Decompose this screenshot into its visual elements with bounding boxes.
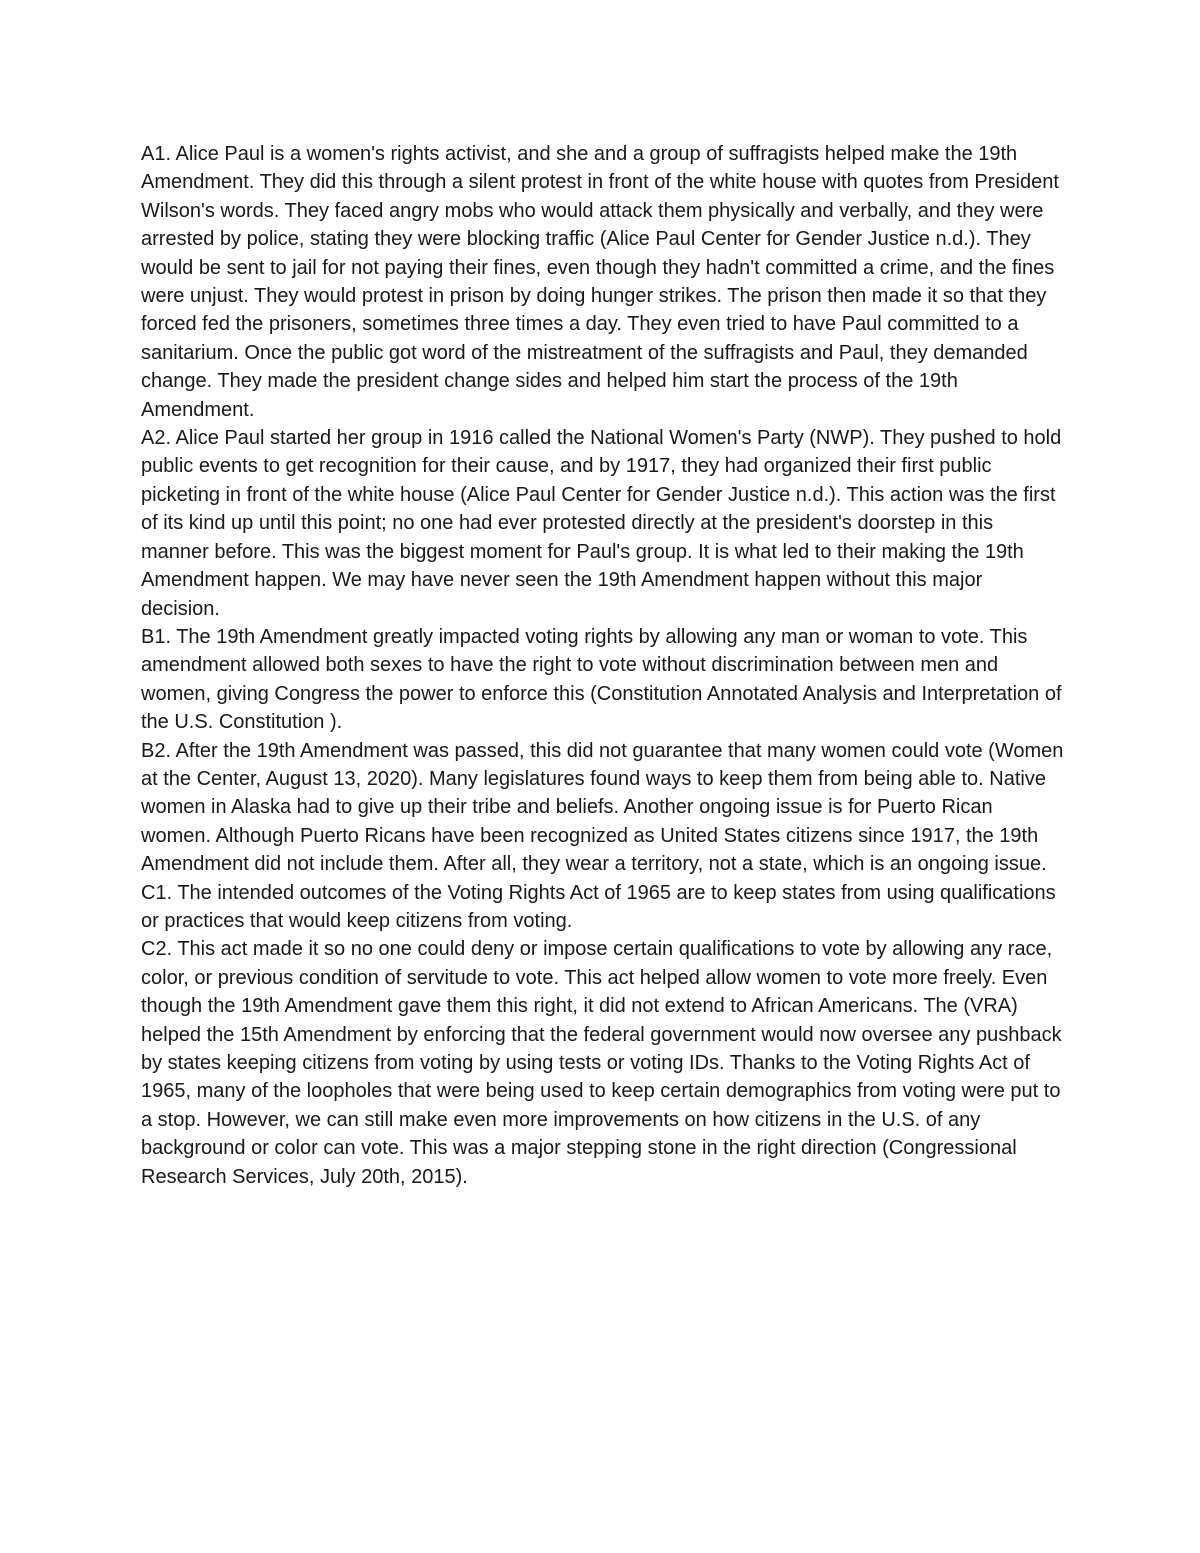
paragraph-b1: B1. The 19th Amendment greatly impacted voting rights by allowing any man or woman to vote. This amendment allowed both sexes to have the right to vote without discrimination between men and women, giving Congress the power to enforce this (Constitution Annotated Analysis and Interpretation of the U.S. Constitution ). [141,625,1062,734]
paragraph-c2: C2. This act made it so no one could deny or impose certain qualifications to vote by allowing any race, color, or previous condition of servitude to vote. This act helped allow women to vote more freely. Even though the 19th Amendment gave them this right, it did not extend to African Americans. The (VRA) helped the 15th Amendment by enforcing that the federal government would now oversee any pushback by states keeping citizens from voting by using tests or voting IDs. Thanks to the Voting Rights Act of 1965, many of the loopholes that were being used to keep certain demographics from voting were put to a stop. However, we can still make even more improvements on how citizens in the U.S. of any background or color can vote. This was a major stepping stone in the right direction (Congressional Research Services, July 20th, 2015). [141,938,1062,1188]
paragraph-b2: B2. After the 19th Amendment was passed, this did not guarantee that many women could vote (Women at the Center, August 13, 2020). Many legislatures found ways to keep them from being able to. Native women in Alaska had to give up their tribe and beliefs. Another ongoing issue is for Puerto Rican women. Although Puerto Ricans have been recognized as United States citizens since 1917, the 19th Amendment did not include them. After all, they wear a territory, not a state, which is an ongoing issue. [141,739,1064,876]
paragraph-a2: A2. Alice Paul started her group in 1916 called the National Women's Party (NWP). They pushed to hold public events to get recognition for their cause, and by 1917, they had organized their first public picketing in front of the white house (Alice Paul Center for Gender Justice n.d.). This action was the first of its kind up until this point; no one had ever protested directly at the president's doorstep in this manner before. This was the biggest moment for Paul's group. It is what led to their making the 19th Amendment happen. We may have never seen the 19th Amendment happen without this major decision. [141,427,1062,620]
paragraph-a1: A1. Alice Paul is a women's rights activist, and she and a group of suffragists helped make the 19th Amendment. They did this through a silent protest in front of the white house with quotes from President Wilson's words. They faced angry mobs who would attack them physically and verbally, and they were arrested by police, stating they were blocking traffic (Alice Paul Center for Gender Justice n.d.). They would be sent to jail for not paying their fines, even though they hadn't committed a crime, and the fines were unjust. They would protest in prison by doing hunger strikes. The prison then made it so that they forced fed the prisoners, sometimes three times a day. They even tried to have Paul committed to a sanitarium. Once the public got word of the mistreatment of the suffragists and Paul, they demanded change. They made the president change sides and helped him start the process of the 19th Amendment. [141,143,1059,421]
paragraph-c1: C1. The intended outcomes of the Voting Rights Act of 1965 are to keep states from using qualifications or practices that would keep citizens from voting. [141,881,1056,932]
document-body [141,140,1066,1191]
